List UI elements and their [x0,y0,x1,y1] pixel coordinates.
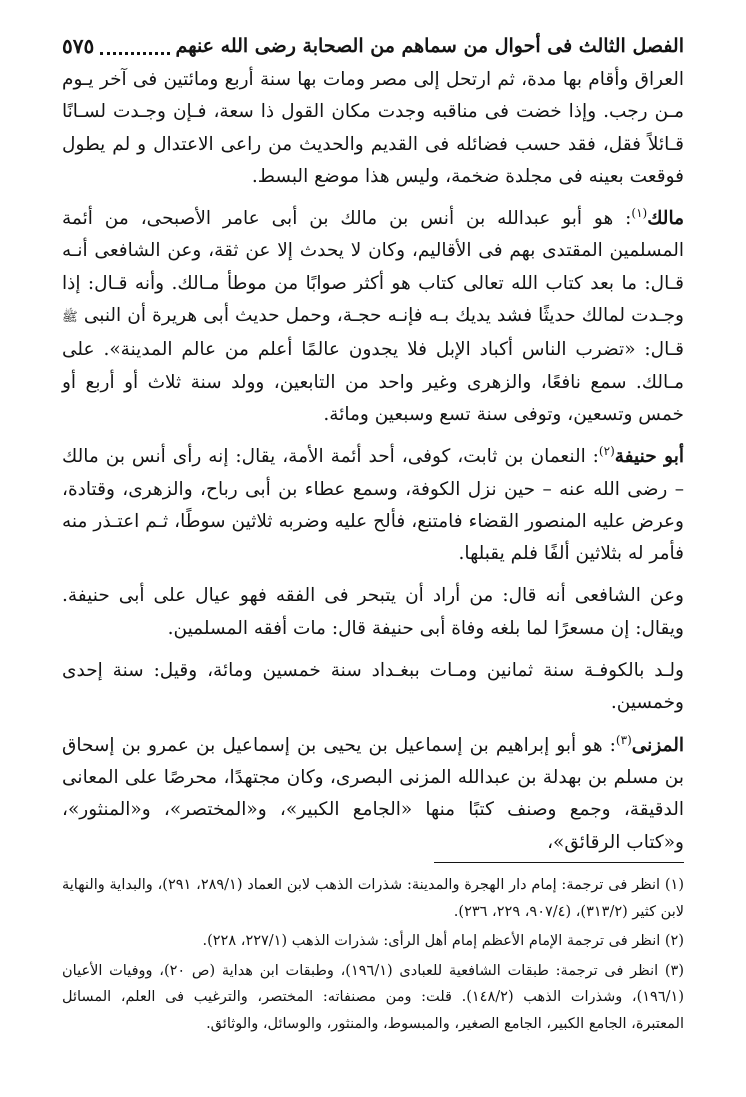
paragraph-birth-death: ولـد بالكوفـة سنة ثمانين ومـات ببغـداد سنة خمسين ومائة، وقيل: سنة إحدى وخمسين. [62,660,684,714]
muzani-text: : هو أبو إبراهيم بن إسماعيل بن يحيى بن إسماعيل بن عمرو بن إسحاق بن مسلم بن بهدلة بن عبدالله المزنى البصرى، وكان مجتهدًا، محرصًا على المعانى الدقيقة، وجمع وصنف كتبًا منها «الجامع الكبير»، و«المختصر»، و«المنثور»، و«كتاب الرقائق»، [62,734,684,853]
footnotes [62,872,684,1037]
footnote-2: (٢) انظر فى ترجمة الإمام الأعظم إمام أهل الرأى: شذرات الذهب (٢٢٧/١، ٢٢٨). [202,933,684,949]
footnote-ref-2[interactable]: (٢) [598,444,615,459]
paragraph-malik [62,203,684,431]
abu-hanifa-text: : النعمان بن ثابت، كوفى، أحد أئمة الأمة، يقال: إنه رأى أنس بن مالك – رضى الله عنه – حين نزل الكوفة، وسمع عطاء بن أبى رباح، والزهرى، وقتادة، وعرض عليه المنصور القضاء فامتنع، فألح عليه وضربه ثلاثين سوطًا، ثـم اعتـذر منه فأمر له بثلاثين ألفًا فلم يقبلها. [62,446,684,565]
malik-text-part2: قـال: «تضرب الناس أكباد الإبل فلا يجدون عالمًا أعلم من عالم المدينة». على مـالك. سمع نافعًا، والزهرى وغير واحد من التابعين، وولد سنة ثلاث أو أربع أو خمس وتسعين، وتوفى سنة تسع وسبعين ومائة. [62,339,684,425]
entry-name-abu-hanifa: أبو حنيفة [614,446,684,468]
entry-name-muzani: المزنى [631,734,684,756]
salutation-glyph: ﷺ [62,310,78,326]
paragraph-abu-hanifa [62,441,684,570]
footnote-3: (٣) انظر فى ترجمة: طبقات الشافعية للعبادى (١٩٦/١)، وطبقات ابن هداية (ص ٢٠)، ووفيات الأعيان (١٩٦/١)، وشذرات الذهب (١٤٨/٢). قلت: ومن مصنفاته: المختصر، والترغيب فى العلم، المسائل المعتبرة، الجامع الكبير، الجامع الصغير، والمبسوط، والمنثور، والوسائل، والوثائق. [62,962,685,1032]
header-dot-leader [100,38,169,55]
paragraph-muzani [62,730,684,859]
footnote-ref-3[interactable]: (٣) [615,732,632,747]
page-number: ٥٧٥ [62,34,95,58]
main-text [62,64,684,859]
running-header [62,30,684,62]
chapter-title: الفصل الثالث فى أحوال من سماهم من الصحابة رضى الله عنهم [175,35,684,57]
paragraph-shafii-quote: وعن الشافعى أنه قال: من أراد أن يتبحر فى الفقه فهو عيال على أبى حنيفة. ويقال: إن مسعرًا لما بلغه وفاة أبى حنيفة قال: مات أفقه المسلمين. [62,585,684,639]
footnote-separator [434,862,684,863]
footnote-1: (١) انظر فى ترجمة: إمام دار الهجرة والمدينة: شذرات الذهب لابن العماد (٢٨٩/١، ٢٩١)، والبداية والنهاية لابن كثير (٣١٣/٢)، (٩٠٧/٤، ٢٢٩، ٢٣٦). [62,877,684,920]
footnote-ref-1[interactable]: (١) [631,206,648,221]
paragraph-shafii-continued: العراق وأقام بها مدة، ثم ارتحل إلى مصر ومات بها سنة أربع ومائتين فى آخر يـوم مـن رجب. وإذا خضت فى مناقبه وجدت مكان القول ذا سعة، فـإن وجـدت لسـانًا قـائلاً فقل، فقد حسب فضائله فى القديم والحديث من راعى الاعتدال و لم يطول فوقعت بعينه فى مجلدة ضخمة، وليس هذا موضع البسط. [62,69,684,187]
malik-text-part1: : هو أبو عبدالله بن أنس بن مالك بن أبى عامر الأصبحى، من أئمة المسلمين المقتدى بهم فى الأقاليم، وكان لا يحدث إلا عن ثقة، وعن الشافعى أنـه قـال: ما بعد كتاب الله تعالى كتاب هو أكثر صوابًا من موطأ مـالك. وأنه قـال: إذا وجـدت لمالك حديثًا فشد يديك بـه فإنـه حجـة، وحمل حديث أبى هريرة أن النبى [62,208,684,327]
entry-name-malik: مالك [647,208,684,230]
